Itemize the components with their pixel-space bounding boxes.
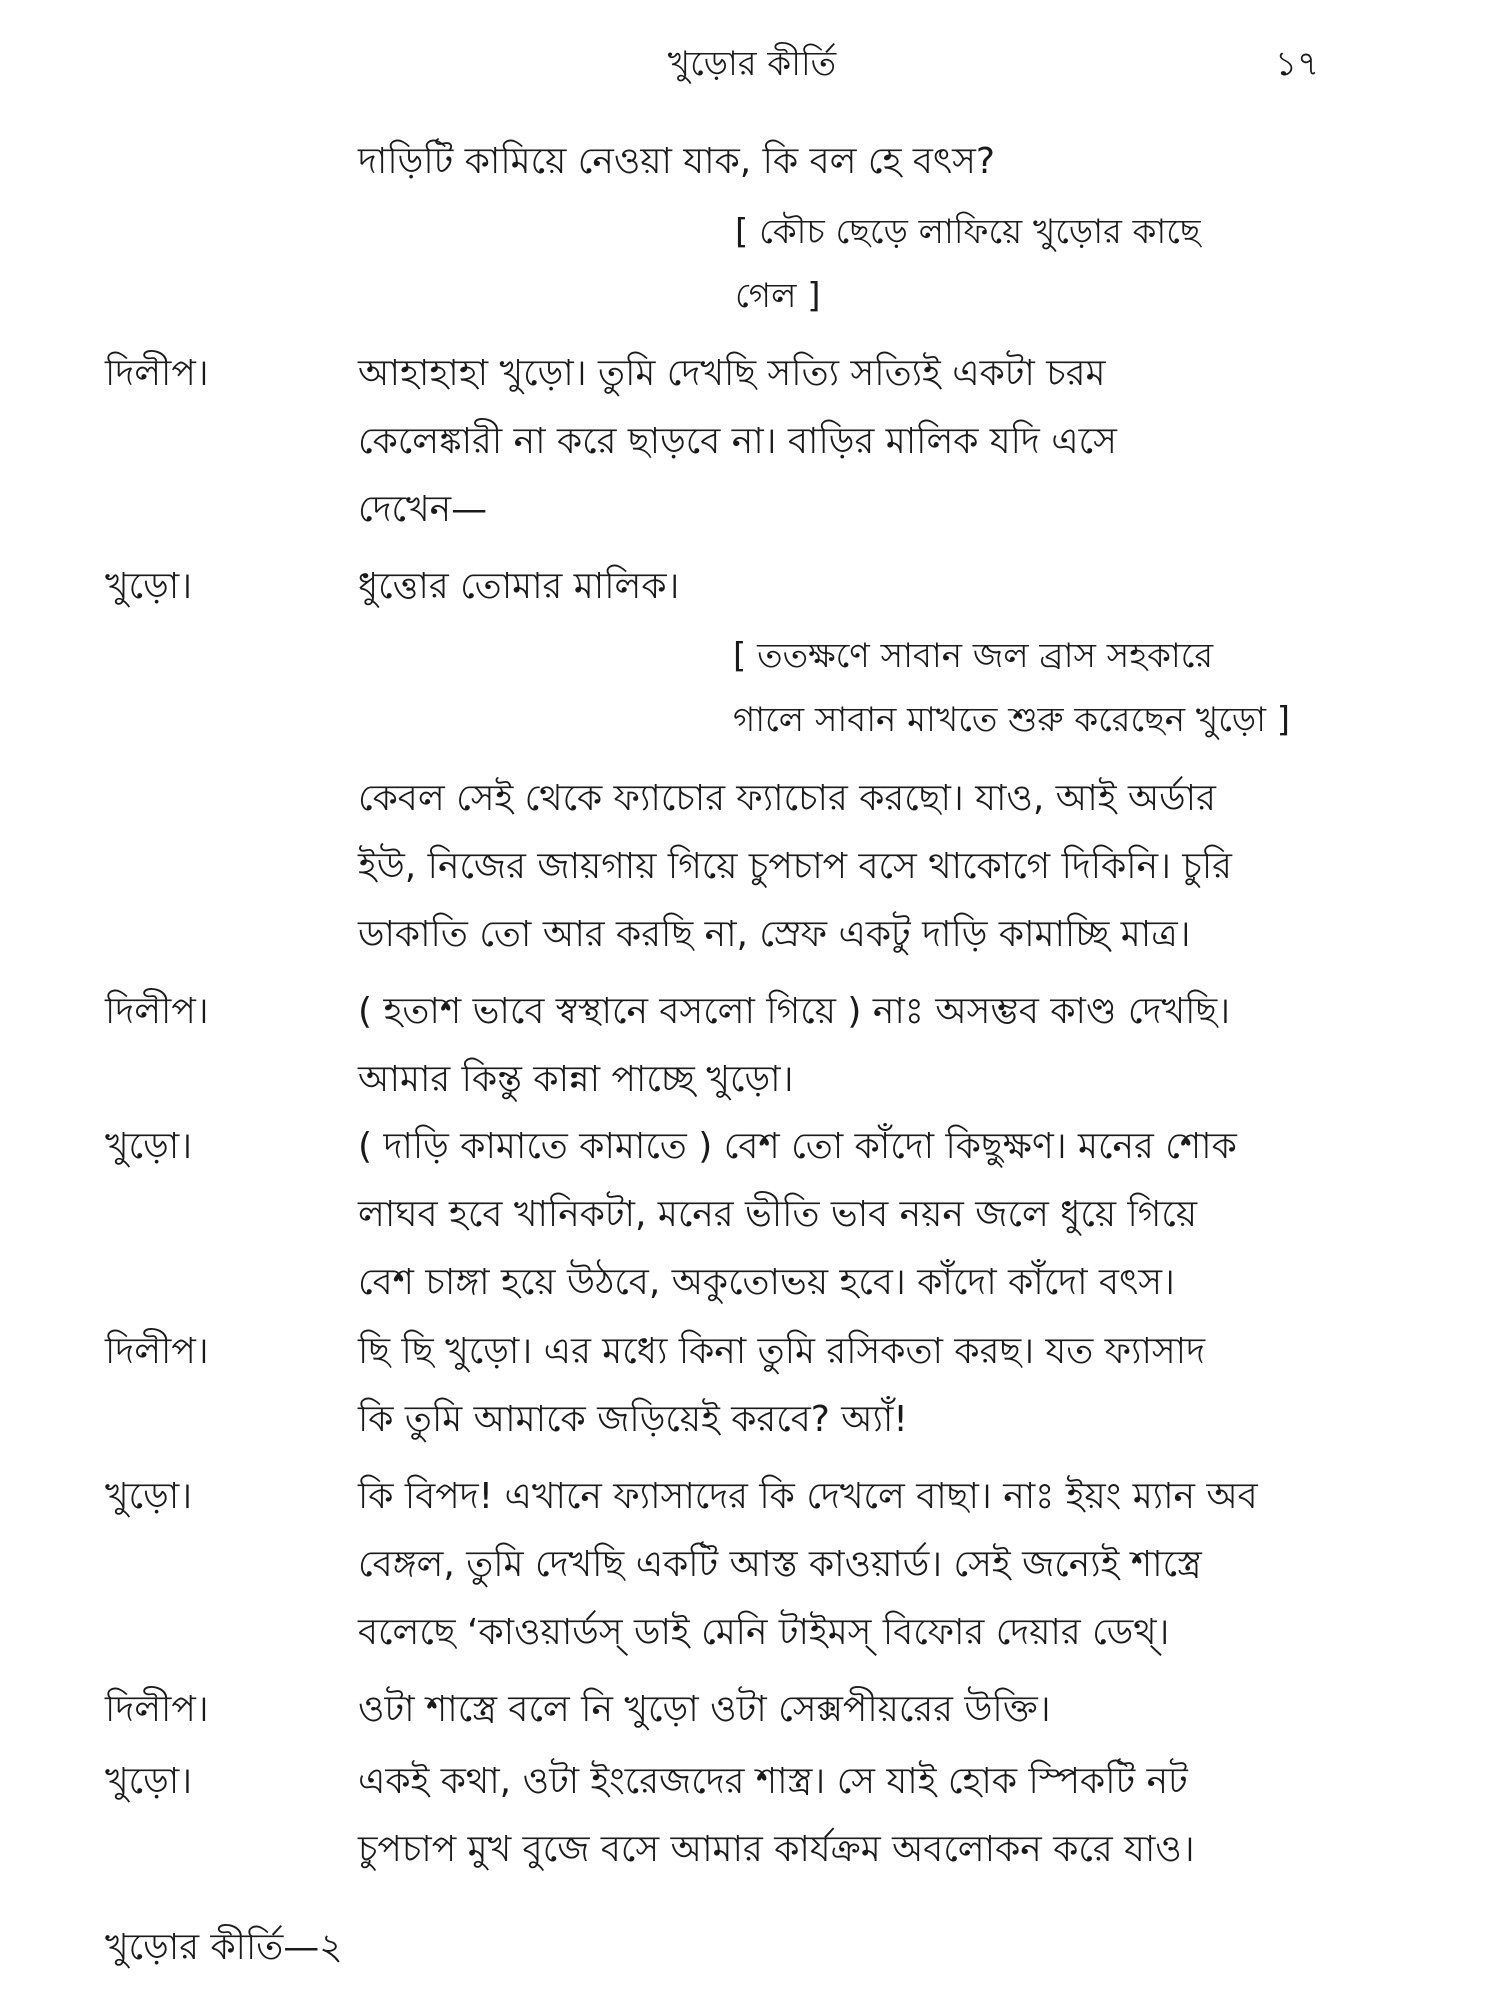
speaker-label: দিলীপ। <box>105 991 209 1032</box>
dialogue-line: ধুত্তোর তোমার মালিক। <box>358 566 680 607</box>
dialogue-line: কি তুমি আমাকে জড়িয়েই করবে? অ্যাঁ! <box>358 1399 908 1440</box>
dialogue-line: দাড়িটি কামিয়ে নেওয়া যাক, কি বল হে বৎস? <box>358 141 996 182</box>
stage-direction: [ ততক্ষণে সাবান জল ব্রাস সহকারে <box>733 636 1214 676</box>
speaker-label: দিলীপ। <box>105 353 209 394</box>
stage-direction: [ কৌচ ছেড়ে লাফিয়ে খুড়োর কাছে <box>735 212 1201 252</box>
dialogue-line: ইউ, নিজের জায়গায় গিয়ে চুপচাপ বসে থাকোগে দিকিনি। চুরি <box>358 846 1232 887</box>
speaker-label: খুড়ো। <box>105 566 193 607</box>
speaker-label: খুড়ো। <box>105 1761 193 1802</box>
dialogue-line: ( দাড়ি কামাতে কামাতে ) বেশ তো কাঁদো কিছুক্ষণ। মনের শোক <box>358 1126 1237 1167</box>
dialogue-line: আহাহাহা খুড়ো। তুমি দেখছি সত্যি সত্যিই একটা চরম <box>358 353 1106 394</box>
speaker-label: দিলীপ। <box>105 1689 209 1730</box>
dialogue-line: কেলেঙ্কারী না করে ছাড়বে না। বাড়ির মালিক যদি এসে <box>358 421 1117 462</box>
speaker-label: খুড়ো। <box>105 1126 193 1167</box>
dialogue-line: বেশ চাঙ্গা হয়ে উঠবে, অকুতোভয় হবে। কাঁদো কাঁদো বৎস। <box>358 1262 1175 1303</box>
dialogue-line: আমার কিন্তু কান্না পাচ্ছে খুড়ো। <box>358 1059 794 1100</box>
dialogue-line: চুপচাপ মুখ বুজে বসে আমার কার্যক্রম অবলোকন করে যাও। <box>358 1829 1195 1870</box>
speaker-label: খুড়ো। <box>105 1476 193 1517</box>
stage-direction: গালে সাবান মাখতে শুরু করেছেন খুড়ো ] <box>733 700 1291 740</box>
running-header-title: খুড়োর কীর্তি <box>667 44 837 84</box>
dialogue-line: লাঘব হবে খানিকটা, মনের ভীতি ভাব নয়ন জলে ধুয়ে গিয়ে <box>358 1194 1198 1235</box>
dialogue-line: বেঙ্গল, তুমি দেখছি একটি আস্ত কাওয়ার্ড। সেই জন্যেই শাস্ত্রে <box>358 1544 1202 1585</box>
stage-direction: গেল ] <box>735 276 821 316</box>
dialogue-line: কি বিপদ! এখানে ফ্যাসাদের কি দেখলে বাছা। নাঃ ইয়ং ম্যান অব <box>358 1476 1258 1517</box>
speaker-label: দিলীপ। <box>105 1331 209 1372</box>
dialogue-line: ওটা শাস্ত্রে বলে নি খুড়ো ওটা সেক্সপীয়রের উক্তি। <box>358 1689 1051 1730</box>
dialogue-line: ছি ছি খুড়ো। এর মধ্যে কিনা তুমি রসিকতা করছ। যত ফ্যাসাদ <box>358 1331 1206 1372</box>
dialogue-line: ( হতাশ ভাবে স্বস্থানে বসলো গিয়ে ) নাঃ অসম্ভব কাণ্ড দেখছি। <box>358 991 1231 1032</box>
dialogue-line: দেখেন— <box>358 489 488 530</box>
page-number: ১৭ <box>1275 44 1320 84</box>
dialogue-line: একই কথা, ওটা ইংরেজদের শাস্ত্র। সে যাই হোক স্পিকটি নট <box>358 1761 1188 1802</box>
dialogue-line: বলেছে ‘কাওয়ার্ডস্ ডাই মেনি টাইমস্ বিফোর দেয়ার ডেথ্। <box>358 1612 1170 1653</box>
footer-signature: খুড়োর কীর্তি—২ <box>105 1927 343 1968</box>
dialogue-line: কেবল সেই থেকে ফ্যাচোর ফ্যাচোর করছো। যাও, আই অর্ডার <box>358 778 1216 819</box>
dialogue-line: ডাকাতি তো আর করছি না, স্রেফ একটু দাড়ি কামাচ্ছি মাত্র। <box>358 914 1191 955</box>
